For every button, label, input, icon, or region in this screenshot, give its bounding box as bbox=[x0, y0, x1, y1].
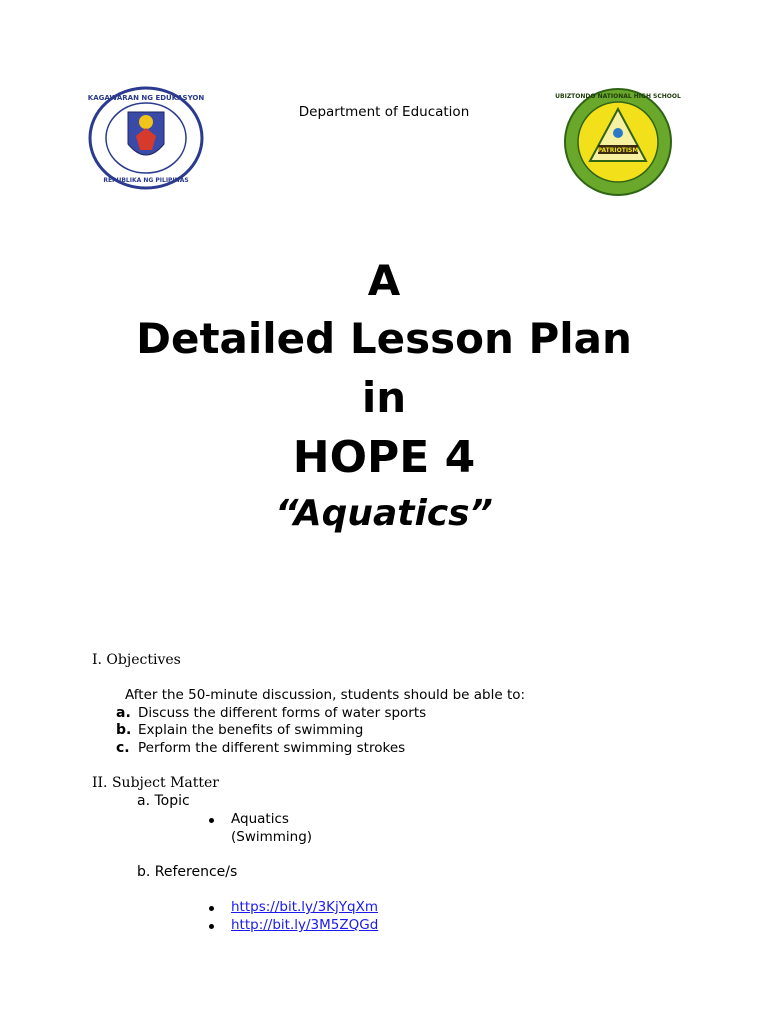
objective-letter: b. bbox=[116, 722, 132, 738]
objective-letter: a. bbox=[116, 705, 131, 721]
svg-text:KAGAWARAN NG EDUKASYON: KAGAWARAN NG EDUKASYON bbox=[87, 94, 205, 102]
objectives-heading: I. Objectives bbox=[92, 652, 181, 668]
objective-item: Explain the benefits of swimming bbox=[138, 722, 364, 738]
title-main: Detailed Lesson Plan bbox=[136, 314, 632, 363]
title-subject: HOPE 4 bbox=[292, 432, 476, 483]
svg-text:REPUBLIKA NG PILIPINAS: REPUBLIKA NG PILIPINAS bbox=[103, 177, 189, 184]
department-name: Department of Education bbox=[298, 104, 470, 120]
objective-letter: c. bbox=[116, 740, 130, 756]
topic-value-detail: (Swimming) bbox=[231, 829, 313, 845]
school-seal-logo bbox=[555, 87, 681, 197]
topic-heading: a. Topic bbox=[137, 793, 190, 809]
reference-link[interactable]: https://bit.ly/3KjYqXm bbox=[231, 899, 378, 915]
bullet-icon bbox=[209, 924, 214, 929]
subject-matter-heading: II. Subject Matter bbox=[92, 775, 219, 791]
deped-seal-logo bbox=[88, 86, 204, 190]
bullet-icon bbox=[209, 906, 214, 911]
title-line-in: in bbox=[361, 373, 407, 422]
svg-text:PATRIOTISM: PATRIOTISM bbox=[597, 147, 639, 154]
objectives-intro: After the 50-minute discussion, students should be able to: bbox=[125, 687, 526, 703]
objective-item: Discuss the different forms of water sports bbox=[138, 705, 427, 721]
topic-value: Aquatics bbox=[231, 811, 289, 827]
title-line-a: A bbox=[367, 256, 401, 305]
objective-item: Perform the different swimming strokes bbox=[138, 740, 406, 756]
bullet-icon bbox=[209, 818, 214, 823]
title-topic: “Aquatics” bbox=[275, 493, 493, 534]
svg-text:UBIZTONDO NATIONAL HIGH SCHOOL: UBIZTONDO NATIONAL HIGH SCHOOL bbox=[555, 93, 681, 100]
reference-heading: b. Reference/s bbox=[137, 864, 238, 880]
reference-link[interactable]: http://bit.ly/3M5ZQGd bbox=[231, 917, 379, 933]
